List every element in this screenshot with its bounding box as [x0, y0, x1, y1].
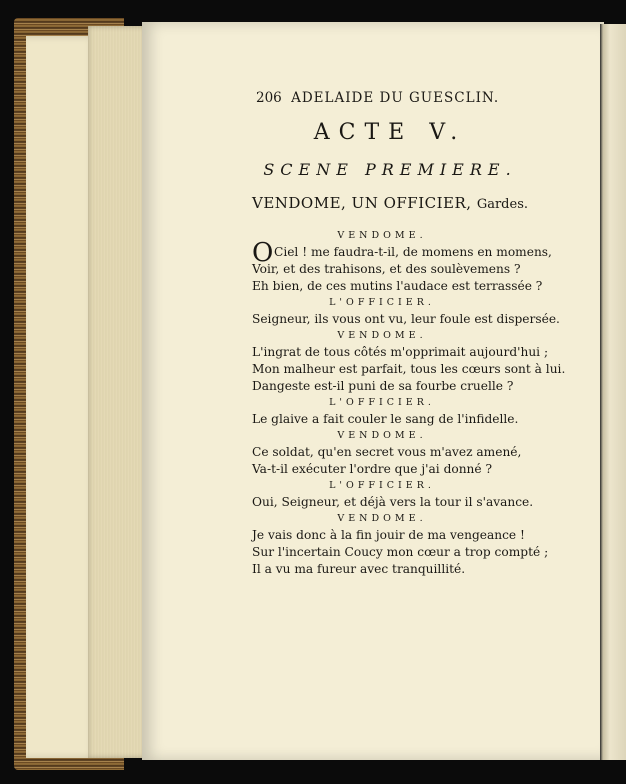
verse-block	[252, 228, 592, 578]
verse-line: Seigneur, ils vous ont vu, leur foule est dispersée.	[252, 312, 560, 326]
drop-cap: O	[252, 238, 274, 268]
act-title: ACTE V.	[313, 120, 467, 145]
speaker-name: VENDOME.	[337, 230, 427, 241]
verse-line	[252, 238, 592, 268]
speaker-name: L'OFFICIER.	[329, 297, 435, 308]
characters-main: VENDOME, UN OFFICIER,	[251, 194, 472, 212]
running-head	[256, 90, 500, 106]
verse-line: Je vais donc à la fin jouir de ma vengeance !	[252, 528, 525, 542]
verse-line: Ce soldat, qu'en secret vous m'avez amené,	[252, 445, 522, 459]
speaker-name: VENDOME.	[337, 513, 427, 524]
verse-line-text: Ciel ! me faudra-t-il, de momens en momens,	[274, 245, 552, 259]
speaker-name: L'OFFICIER.	[329, 480, 435, 491]
verse-line: Voir, et des trahisons, et des soulèvemens ?	[252, 262, 521, 276]
verse-line: Dangeste est-il puni de sa fourbe cruelle ?	[252, 379, 514, 393]
speaker-name: VENDOME.	[337, 430, 427, 441]
characters-guards: Gardes.	[476, 197, 528, 212]
verse-line: Va-t-il exécuter l'ordre que j'ai donné ?	[252, 462, 493, 476]
verse-line: Oui, Seigneur, et déjà vers la tour il s'avance.	[252, 495, 534, 509]
verse-line: Le glaive a fait couler le sang de l'infidelle.	[252, 412, 519, 426]
speaker-name: VENDOME.	[337, 330, 427, 341]
scene-characters	[0, 194, 626, 212]
verse-line: Sur l'incertain Coucy mon cœur a trop compté ;	[252, 545, 549, 559]
scene-title: SCENE PREMIERE.	[263, 160, 517, 179]
speaker-name: L'OFFICIER.	[329, 397, 435, 408]
page-number: 206	[256, 90, 282, 106]
verse-line: Eh bien, de ces mutins l'audace est terrassée ?	[252, 279, 543, 293]
verse-line: Il a vu ma fureur avec tranquillité.	[252, 562, 466, 576]
verse-line: L'ingrat de tous côtés m'opprimait aujourd'hui ;	[252, 345, 549, 359]
verse-line: Mon malheur est parfait, tous les cœurs sont à lui.	[252, 362, 566, 376]
running-title: ADELAIDE DU GUESCLIN.	[291, 90, 500, 106]
